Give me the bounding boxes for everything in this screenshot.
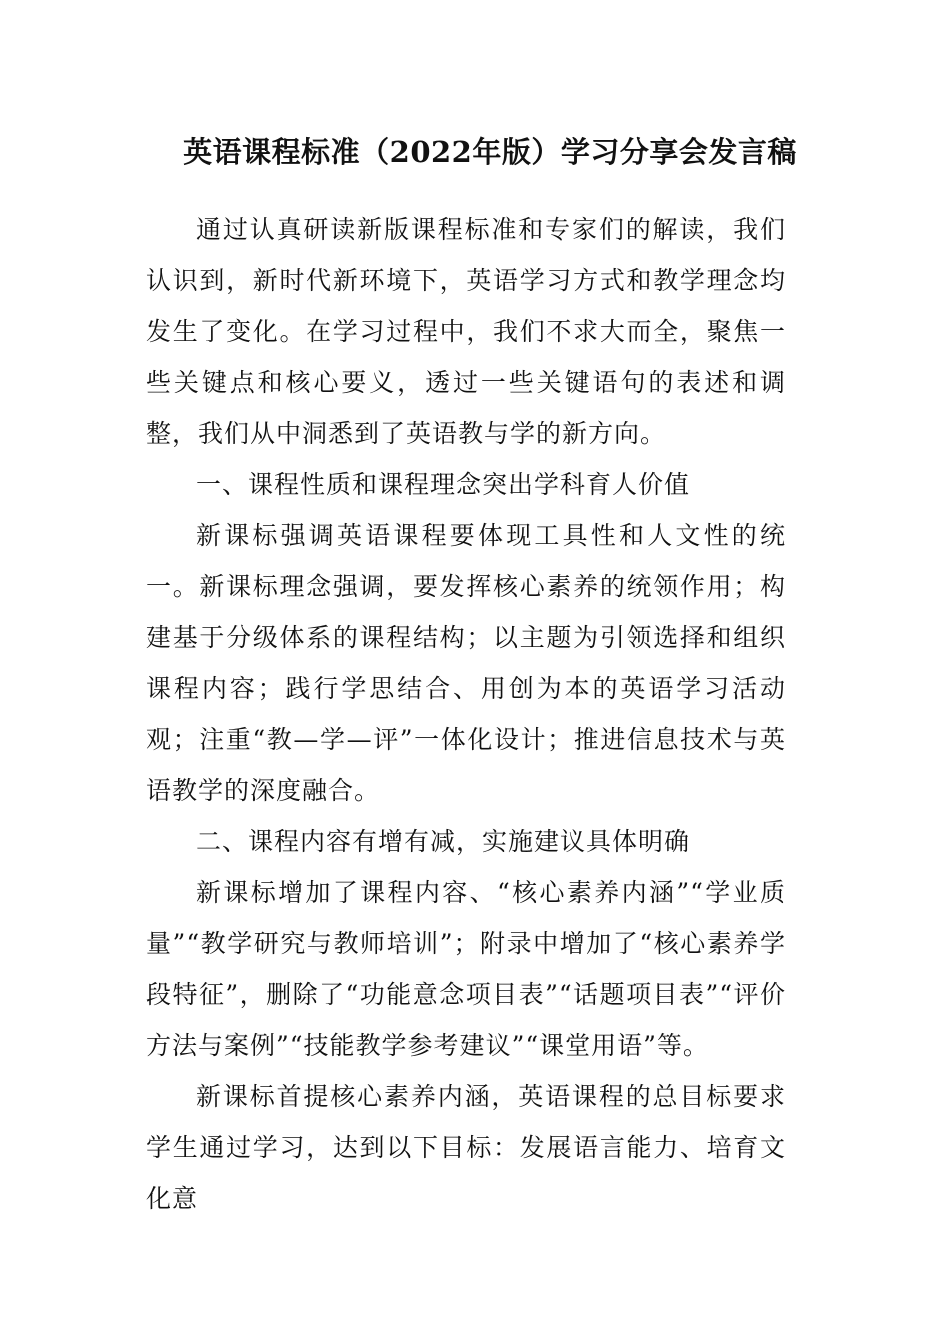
section-heading-1: 一、课程性质和课程理念突出学科育人价值 <box>196 470 691 499</box>
section-2-paragraph-1: 新课标增加了课程内容、“核心素养内涵”“学业质量”“教学研究与教师培训”；附录中增加了“核心素养学段特征”，删除了“功能意念项目表”“话题项目表”“评价方法与案例”“技能教学参考建议”“课堂用语”等。 <box>146 878 786 1060</box>
intro-paragraph: 通过认真研读新版课程标准和专家们的解读，我们认识到，新时代新环境下，英语学习方式和教学理念均发生了变化。在学习过程中，我们不求大而全，聚焦一些关键点和核心要义，透过一些关键语句的表述和调整，我们从中洞悉到了英语教与学的新方向。 <box>146 215 786 448</box>
document-body <box>146 204 786 1224</box>
section-2-paragraph-2: 新课标首提核心素养内涵，英语课程的总目标要求学生通过学习，达到以下目标：发展语言能力、培育文化意 <box>146 1082 786 1213</box>
section-1-paragraph: 新课标强调英语课程要体现工具性和人文性的统一。新课标理念强调，要发挥核心素养的统领作用；构建基于分级体系的课程结构；以主题为引领选择和组织课程内容；践行学思结合、用创为本的英语学习活动观；注重“教—学—评”一体化设计；推进信息技术与英语教学的深度融合。 <box>146 521 786 805</box>
document-title: 英语课程标准（2022年版）学习分享会发言稿 <box>183 135 797 169</box>
section-heading-2: 二、课程内容有增有减，实施建议具体明确 <box>196 827 691 856</box>
